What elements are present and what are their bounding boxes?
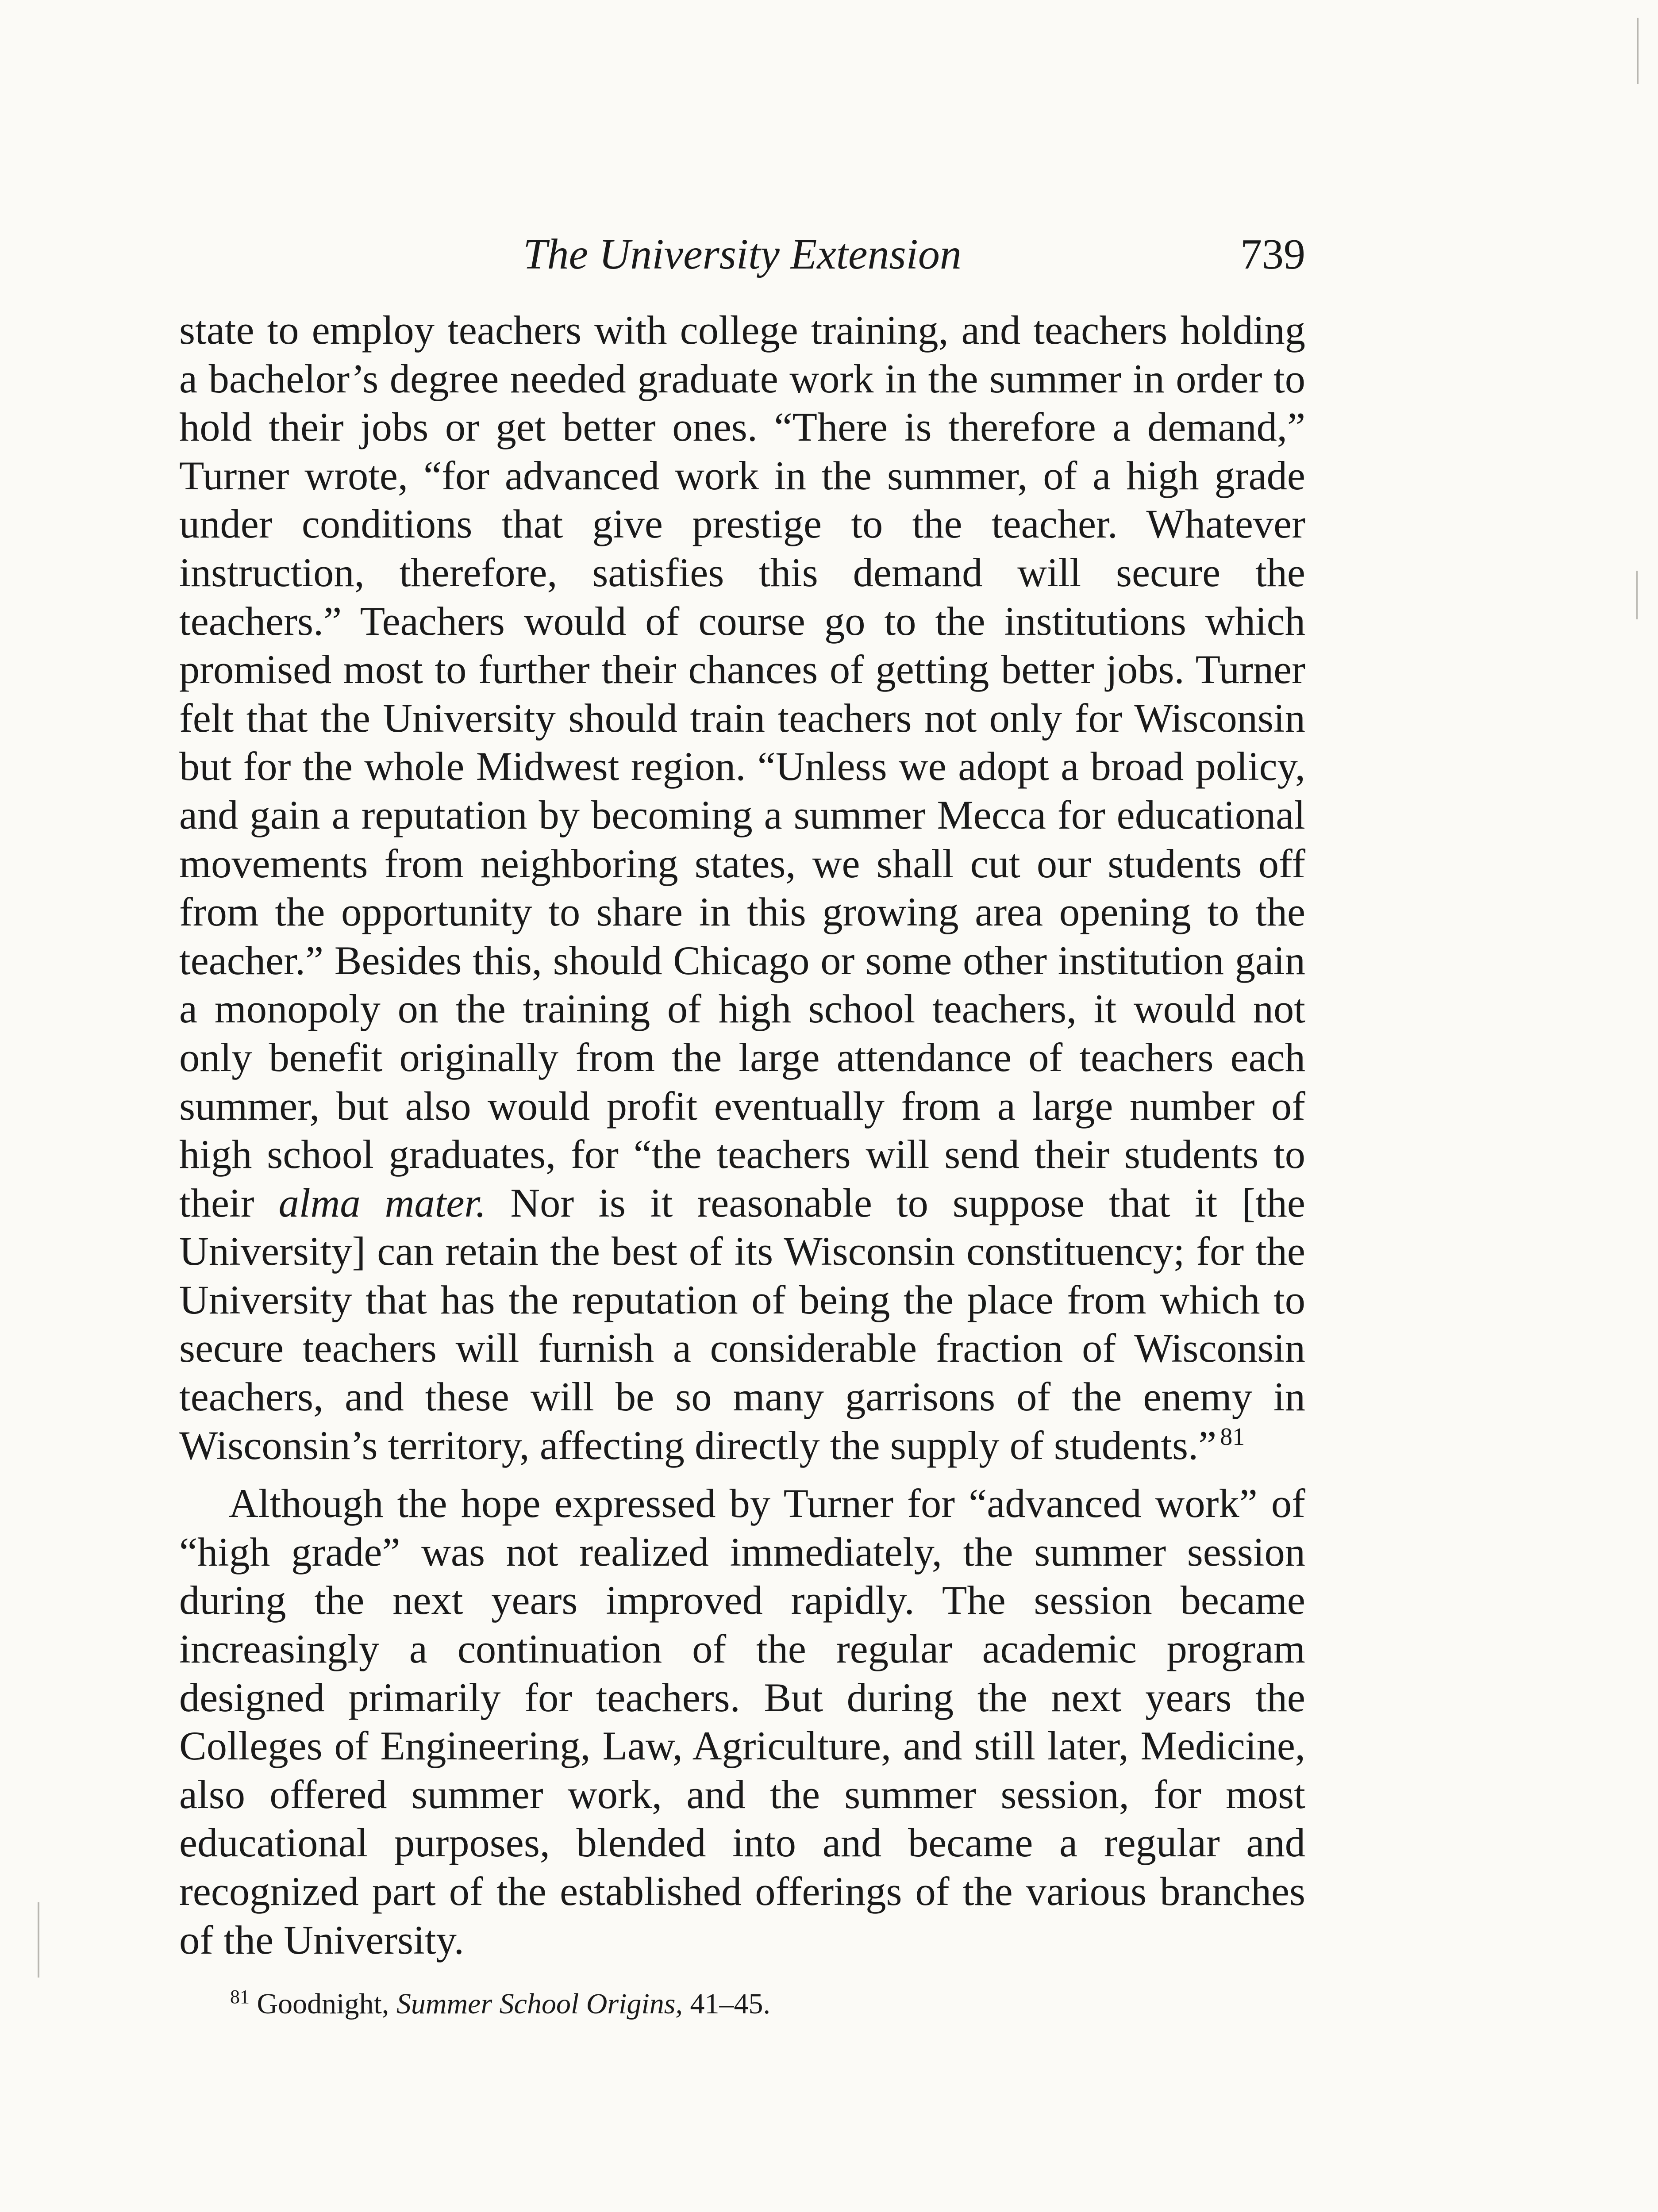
running-header	[179, 223, 1305, 285]
margin-mark-right	[1636, 571, 1638, 619]
running-title: The University Extension	[523, 230, 962, 278]
paragraph-1-text-b: Nor is it reasonable to suppose that it [the University] can retain the best of its Wisconsin constituency; for the University that has the reputation of being the place from which to secure teachers will furnish a considerable fraction of Wisconsin teachers, and these will be so many garrisons of the enemy in Wisconsin’s territory, affecting directly the supply of students.”	[179, 1180, 1305, 1468]
paragraph-2: Although the hope expressed by Turner for “advanced work” of “high grade” was not realized immediately, the summer session during the next years improved rapidly. The session became increasingly a continuation of the regular academic program designed primarily for teachers. But during the next years the Colleges of Engineering, Law, Agriculture, and still later, Medicine, also offered summer work, and the summer session, for most educational purposes, blended into and became a regular and recognized part of the established offerings of the various branches of the University.	[179, 1481, 1305, 1963]
paragraph-1-text-a: state to employ teachers with college training, and teachers holding a bachelor’s degree needed graduate work in the summer in order to hold their jobs or get better ones. “There is therefore a demand,” Turner wrote, “for advanced work in the summer, of a high grade under conditions that give prestige to the teacher. Whatever instruction, therefore, satisfies this demand will secure the teachers.” Teachers would of course go to the institutions which promised most to further their chances of getting better jobs. Turner felt that the University should train teachers not only for Wisconsin but for the whole Midwest region. “Unless we adopt a broad policy, and gain a reputation by becoming a summer Mecca for educational movements from neighboring states, we shall cut our students off from the opportunity to share in this growing area opening to the teacher.” Besides this, should Chicago or some other institution gain a monopoly on the training of high school teachers, it would not only benefit originally from the large attendance of teachers each summer, but also would profit eventually from a large number of high school graduates, for “the teachers will send their students to their	[179, 308, 1305, 1226]
footnote-reference: 81	[1220, 1423, 1245, 1451]
page-number: 739	[1240, 230, 1305, 278]
alma-mater-italic: alma mater.	[278, 1180, 486, 1226]
footnote-pages: 41–45.	[690, 1988, 770, 2020]
footnote	[230, 1982, 1305, 2026]
footnote-marker: 81	[230, 1986, 250, 2008]
body-text	[179, 307, 1305, 1965]
margin-mark-left	[38, 1902, 39, 1978]
paragraph-1	[179, 307, 1305, 1470]
margin-mark-top	[1637, 18, 1639, 84]
footnote-author: Goodnight,	[257, 1988, 389, 2020]
footnote-title: Summer School Origins,	[396, 1988, 683, 2020]
